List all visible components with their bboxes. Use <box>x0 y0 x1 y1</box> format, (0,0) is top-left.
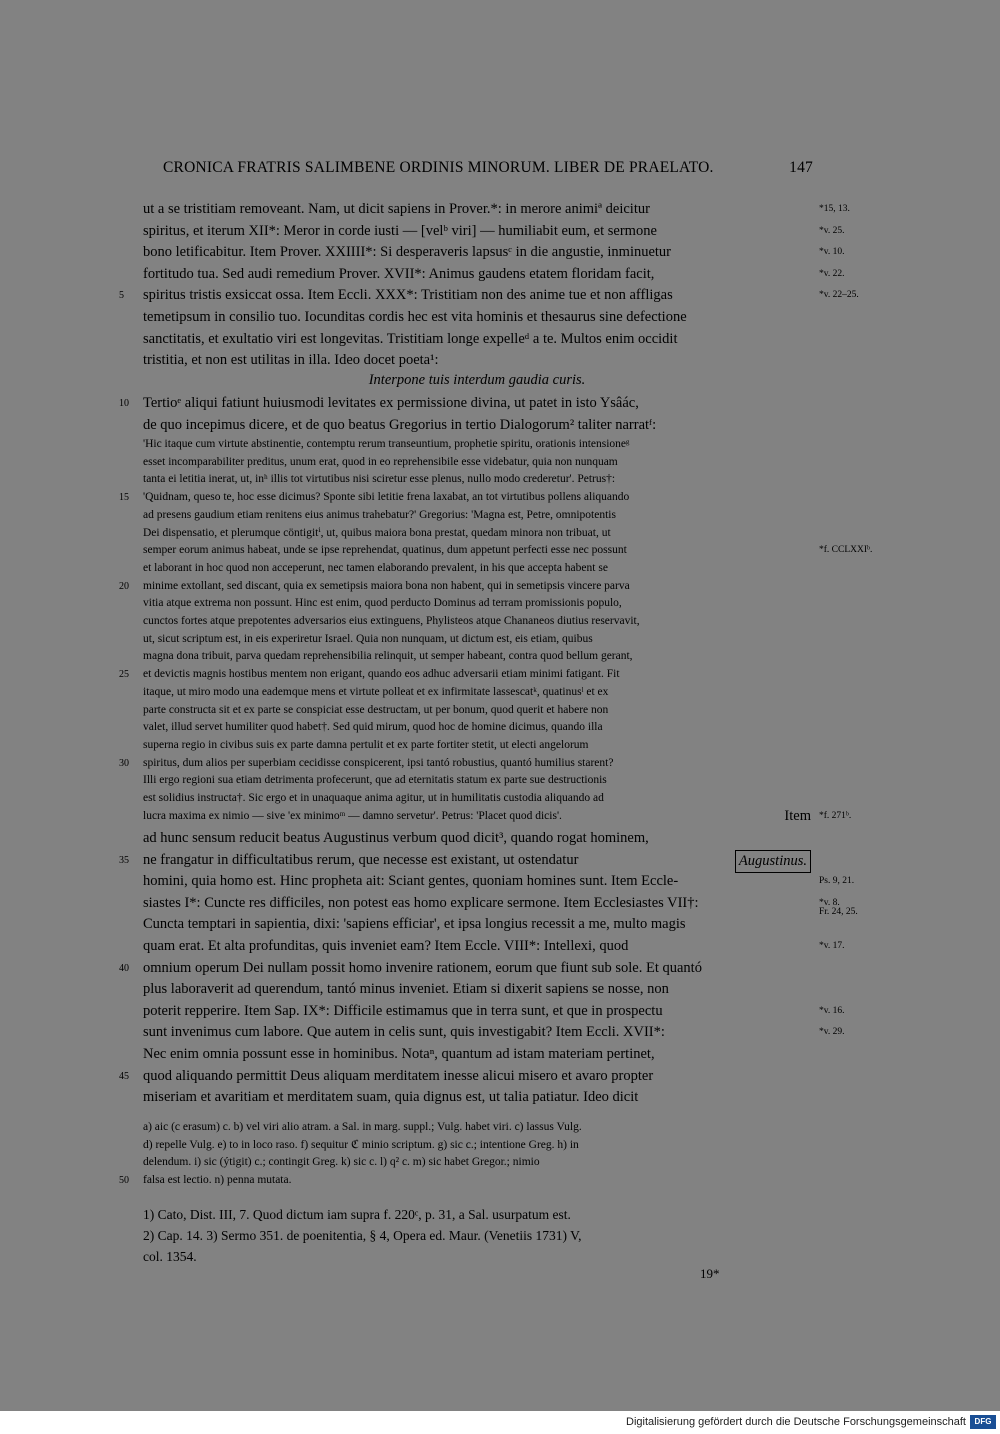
line-text: Tertioᵉ aliqui fatiunt huiusmodi levitates ex permissione divina, ut patet in isto Ysâác, <box>143 395 639 411</box>
line-number: 5 <box>119 290 124 302</box>
margin-reference: *v. 22–25. <box>819 290 859 301</box>
line-text: valet, illud servet humiliter quod habet†. Sed quid mirum, quod hoc de homine dicimus, quando illa <box>143 721 603 734</box>
text-line <box>143 542 873 560</box>
item-word: Item <box>784 807 811 824</box>
page-number: 147 <box>789 159 813 176</box>
text-line <box>143 264 845 286</box>
text-line <box>119 1172 811 1190</box>
text-line <box>119 578 811 596</box>
text-line <box>143 719 811 737</box>
text-line <box>143 648 811 666</box>
line-text: Cuncta temptari in sapientia, dixi: 'sapiens efficiar', et ipsa longius recessit a me, multo magis <box>143 916 686 933</box>
text-line <box>143 307 811 329</box>
line-number: 45 <box>119 1070 129 1082</box>
text-line <box>143 871 855 893</box>
line-text: tanta ei letitia inerat, ut, inʰ illis tot virtutibus nisi sciretur esse plenus, nullo modo crederetur'. Petrus†: <box>143 473 616 486</box>
running-header <box>163 159 813 177</box>
line-text: spiritus, et iterum XII*: Meror in corde iusti — [velᵇ viri] — humiliabit eum, et sermone <box>143 222 657 239</box>
margin-reference: Fr. 24, 25. <box>819 906 858 917</box>
margin-reference: *15, 13. <box>819 204 850 214</box>
text-line <box>143 454 811 472</box>
line-text: poterit repperire. Item Sap. IX*: Difficile estimamus que in terra sunt, et que in prospectu <box>143 1002 663 1019</box>
main-text-block <box>119 199 859 372</box>
line-text: esset incomparabiliter preditus, unum erat, quod in eo reprehensibile esse videbatur, quia non nunquam <box>143 455 618 468</box>
line-number: 30 <box>119 757 129 769</box>
margin-reference: *v. 25. <box>819 225 845 236</box>
line-text: 'Hic itaque cum virtute abstinentie, contemptu rerum transeuntium, prophetie spiritu, orationis intensioneᵍ <box>143 438 630 450</box>
text-line <box>143 329 811 351</box>
margin-reference: *v. 10. <box>819 247 845 258</box>
line-text: magna dona tribuit, parva quedam reprehensibilia relinquit, ut semper habeant, contra quod bellum gerant, <box>143 650 633 663</box>
text-line <box>143 936 845 958</box>
line-text: ad hunc sensum reducit beatus Augustinus verbum quod dicit³, quando rogat hominem, <box>143 830 649 846</box>
text-line <box>143 737 811 755</box>
text-line <box>143 242 845 264</box>
line-number: 25 <box>119 669 129 681</box>
text-line <box>119 285 859 307</box>
line-text: ad presens gaudium etiam renitens eius animus trahebatur?' Gregorius: 'Magna est, Petre, omnipotentis <box>143 508 616 521</box>
line-text: Illi ergo regioni sua etiam detrimenta profecerunt, que ad eternitatis statum ex parte sue destructionis <box>143 774 607 787</box>
line-text: spiritus tristis exsiccat ossa. Item Eccli. XXX*: Tristitiam non des anime tue et non affligas <box>143 287 673 304</box>
line-text: et devictis magnis hostibus mentem non erigant, quando eos adhuc adversarii etiam minimi fatigant. Fit <box>143 668 620 681</box>
line-text: ne frangatur in difficultatibus rerum, que necesse est existant, ut ostendatur <box>143 851 579 868</box>
verse-line: Interpone tuis interdum gaudia curis. <box>368 372 586 388</box>
footer-bar <box>0 1411 1000 1434</box>
line-number: 35 <box>119 854 129 866</box>
margin-reference: *v. 22. <box>819 268 845 279</box>
line-text: siastes I*: Cuncte res difficiles, non potest eas homo explicare sermone. Item Ecclesiastes VII†: <box>143 894 699 911</box>
text-line <box>143 790 811 808</box>
margin-reference: *f. CCLXXIᵇ. <box>819 545 873 556</box>
text-line <box>143 595 811 613</box>
header-title: CRONICA FRATRIS SALIMBENE ORDINIS MINORUM. LIBER DE PRAELATO. <box>163 159 714 176</box>
verse-block <box>143 370 811 392</box>
text-line <box>143 1044 811 1066</box>
text-line <box>143 807 852 826</box>
text-line <box>143 684 811 702</box>
text-line <box>143 415 811 437</box>
text-line <box>143 893 858 917</box>
text-line <box>143 1022 845 1044</box>
line-text: de quo incepimus dicere, et de quo beatus Gregorius in tertio Dialogorum² taliter narratᶠ: <box>143 416 657 433</box>
text-line <box>143 507 811 525</box>
text-line <box>119 850 811 872</box>
line-text: quod aliquando permittit Deus aliquam merditatem inesse alicui misero et avaro propter <box>143 1067 654 1084</box>
text-line <box>119 666 811 684</box>
text-line <box>143 1154 811 1172</box>
margin-reference: Ps. 9, 21. <box>819 876 855 887</box>
line-text: tristitia, et non est utilitas in illa. Ideo docet poeta¹: <box>143 352 439 369</box>
line-text: quam erat. Et alta profunditas, quis inveniet eam? Item Eccle. VIII*: Intellexi, quod <box>143 937 629 954</box>
line-text: falsa est lectio. n) penna mutata. <box>143 1173 292 1186</box>
margin-reference: *v. 29. <box>819 1027 845 1038</box>
text-line <box>143 1087 811 1109</box>
text-line <box>143 525 811 543</box>
text-line <box>143 221 845 243</box>
margin-reference: *f. 271ᵇ. <box>819 810 852 821</box>
line-number: 10 <box>119 398 129 409</box>
margin-reference: *v. 17. <box>819 940 845 951</box>
line-text: lucra maxima ex nimio — sive 'ex minimoᵐ — damno servetur'. Petrus: 'Placet quod dicis'. <box>143 809 562 822</box>
line-number: 20 <box>119 580 129 592</box>
line-text: Nec enim omnia possunt esse in hominibus. Notaⁿ, quantum ad istam materiam pertinet, <box>143 1045 655 1062</box>
line-text: plus laboraverit ad querendum, tantó minus inveniet. Etiam si dixerit sapiens se nosse, non <box>143 981 669 998</box>
main-text-block-3 <box>119 828 858 1109</box>
margin-reference: *v. 16. <box>819 1005 845 1016</box>
reference-line: 1) Cato, Dist. III, 7. Quod dictum iam supra f. 220ᶜ, p. 31, a Sal. usurpatum est. <box>143 1207 571 1222</box>
text-line <box>143 471 811 489</box>
line-text: sunt invenimus cum labore. Que autem in celis sunt, quis investigabit? Item Eccli. XVII*: <box>143 1024 665 1041</box>
text-line <box>143 436 811 454</box>
dfg-logo: DFG <box>970 1415 996 1429</box>
line-text: temetipsum in consilio tuo. Iocunditas cordis hec est vita hominis et thesaurus sine defectione <box>143 308 687 325</box>
line-text: superna regio in civibus suis ex parte damna pertulit et ex parte fortiter stetit, ut electi angelorum <box>143 738 589 751</box>
text-line <box>143 914 811 936</box>
line-text: itaque, ut miro modo una eademque mens et virtute polleat et ex infirmitate lassescatᵏ, quatinusˡ et ex <box>143 685 609 698</box>
line-number: 50 <box>119 1174 129 1186</box>
text-line <box>119 1066 811 1088</box>
text-line <box>143 1119 811 1137</box>
line-text: omnium operum Dei nullam possit homo invenire rationem, eorum que fiunt sub sole. Et quantó <box>143 959 702 976</box>
text-line <box>119 755 811 773</box>
text-line <box>143 1137 811 1155</box>
text-line <box>143 702 811 720</box>
line-text: delendum. i) sic (ýtigit) c.; contingit Greg. k) sic c. l) q² c. m) sic habet Gregor.; nimio <box>143 1156 540 1168</box>
line-number: 15 <box>119 492 129 504</box>
footer-text: Digitalisierung gefördert durch die Deutsche Forschungsgemeinschaft <box>626 1416 966 1428</box>
text-line <box>143 631 811 649</box>
line-text: et laborant in hoc quod non acceperunt, nec tamen elaborando prevalent, in his que accepta habent se <box>143 561 608 574</box>
reference-line: col. 1354. <box>143 1249 197 1264</box>
quote-block <box>119 436 873 825</box>
text-line <box>143 1001 845 1023</box>
line-text: ut, sicut scriptum est, in eis experiretur Israel. Quia non nunquam, ut dictum est, eis etiam, quibus <box>143 632 593 645</box>
line-text: bono letificabitur. Item Prover. XXIIII*: Si desperaveris lapsusᶜ in die angustie, inminuetur <box>143 244 672 261</box>
text-line <box>143 350 811 372</box>
line-text: sanctitatis, et exultatio viri est longevitas. Tristitiam longe expelleᵈ a te. Multos enim occidit <box>143 330 678 347</box>
line-text: homini, quia homo est. Hinc propheta ait: Sciant gentes, quoniam homines sunt. Item Eccle- <box>143 873 679 890</box>
signature-mark: 19* <box>700 1266 720 1281</box>
line-text: minime extollant, sed discant, quia ex semetipsis maiora bona non habent, qui in semetipsis vincere parva <box>143 579 630 592</box>
line-text: Dei dispensatio, et plerumque cöntigitⁱ, ut, quibus maiora bona prestat, quedam minora non tribuat, ut <box>143 526 611 539</box>
text-line <box>143 828 811 850</box>
text-line <box>143 772 811 790</box>
text-line <box>119 489 811 507</box>
references-block <box>143 1204 811 1267</box>
footnotes-block <box>119 1119 811 1189</box>
line-text: 'Quidnam, queso te, hoc esse dicimus? Sponte sibi letitie frena laxabat, an tot virtutibus pollens aliquando <box>143 491 630 504</box>
line-text: a) aic (c erasum) c. b) vel viri alio atram. a Sal. in marg. suppl.; Vulg. habet viri. c) lassus Vulg. <box>143 1121 582 1133</box>
reference-line: 2) Cap. 14. 3) Sermo 351. de poenitentia, § 4, Opera ed. Maur. (Venetiis 1731) V, <box>143 1228 582 1243</box>
text-line <box>143 560 811 578</box>
text-line <box>143 979 811 1001</box>
text-line <box>143 199 850 221</box>
line-text: miseriam et avaritiam et merditatem suam, quia dignus est, ut talia patiatur. Ideo dicit <box>143 1089 639 1106</box>
margin-reference: *v. 8. <box>819 897 840 908</box>
line-text: semper eorum animus habeat, unde se ipse reprehendat, quatinus, dum appetunt perfecti esse nec possunt <box>143 544 627 557</box>
line-number: 40 <box>119 962 129 974</box>
line-text: fortitudo tua. Sed audi remedium Prover. XVII*: Animus gaudens etatem floridam facit, <box>143 265 655 282</box>
line-text: cunctos fortes atque prepotentes adversarios eius extinguens, Phylisteos atque Chananeos diutius reservavit, <box>143 615 640 628</box>
line-text: spiritus, dum alios per superbiam cecidisse conspicerent, ipsi tantó robustius, quantó humilius starent? <box>143 756 614 769</box>
text-line <box>119 958 811 980</box>
line-text: vitia atque extrema non possunt. Hinc est enim, quod perducto Dominus ad terram promissionis populo, <box>143 597 622 610</box>
main-text-block-2 <box>119 393 811 436</box>
text-line <box>119 393 811 415</box>
text-line <box>143 613 811 631</box>
line-text: ut a se tristitiam removeant. Nam, ut dicit sapiens in Prover.*: in merore animiª deicitur <box>143 201 650 217</box>
boxed-name: Augustinus. <box>735 850 811 874</box>
line-text: d) repelle Vulg. e) to in loco raso. f) sequitur ℭ minio scriptum. g) sic c.; intentione Greg. h) in <box>143 1138 579 1151</box>
line-text: parte constructa sit et ex parte se conspiciat esse destructam, ut per bonum, quod querit et habere non <box>143 703 609 716</box>
line-text: est solidius instructa†. Sic ergo et in unaquaque anima agitur, ut in humilitatis custodia aliquando ad <box>143 792 604 805</box>
